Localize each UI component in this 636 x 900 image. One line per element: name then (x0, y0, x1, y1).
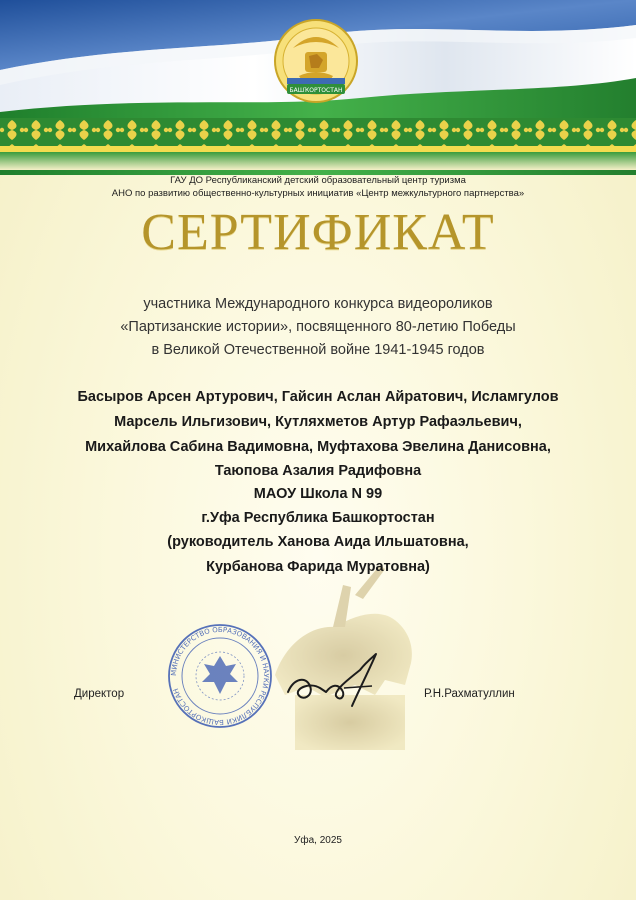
recipients-line-4: Таюпова Азалия Радифовна (214, 463, 422, 479)
school-name: МАОУ Школа N 99 (253, 486, 383, 502)
supervisors-line-2: Курбанова Фарида Муратовна) (206, 559, 430, 575)
recipients-line-3: Михайлова Сабина Вадимовна, Муфтахова Эвелина Данисовна, (85, 439, 551, 455)
official-stamp-icon (166, 622, 274, 730)
description-line-3: в Великой Отечественной войне 1941-1945 годов (151, 342, 485, 358)
organization-line-1: ГАУ ДО Республиканский детский образовательный центр туризма (170, 175, 466, 186)
stamp-ring-text: МИНИСТЕРСТВО ОБРАЗОВАНИЯ И НАУКИ РЕСПУБЛИКИ БАШКОРТОСТАН (169, 625, 271, 727)
ornamental-border (0, 118, 636, 170)
signatory-role: Директор (74, 688, 125, 700)
school-location: г.Уфа Республика Башкортостан (201, 510, 435, 526)
recipients-line-1: Басыров Арсен Артурович, Гайсин Аслан Айратович, Исламгулов (77, 389, 559, 405)
description-line-1: участника Международного конкурса видеороликов (143, 296, 493, 312)
signature-icon (280, 648, 390, 718)
supervisors-line-1: (руководитель Ханова Аида Ильшатовна, (167, 534, 469, 550)
recipients-line-2: Марсель Ильгизович, Кутляхметов Артур Рафаэльевич, (114, 414, 522, 430)
bashkortostan-coat-of-arms-icon (273, 18, 359, 104)
signatory-name: Р.Н.Рахматуллин (424, 688, 515, 700)
organization-line-2: АНО по развитию общественно-культурных инициатив «Центр межкультурного партнерства» (111, 188, 525, 199)
certificate-title: СЕРТИФИКАТ (141, 204, 495, 261)
description-line-2: «Партизанские истории», посвященного 80-летию Победы (120, 319, 516, 335)
place-and-year: Уфа, 2025 (294, 835, 342, 846)
emblem-ribbon-text: БАШҠОРТОСТАН (289, 87, 343, 94)
